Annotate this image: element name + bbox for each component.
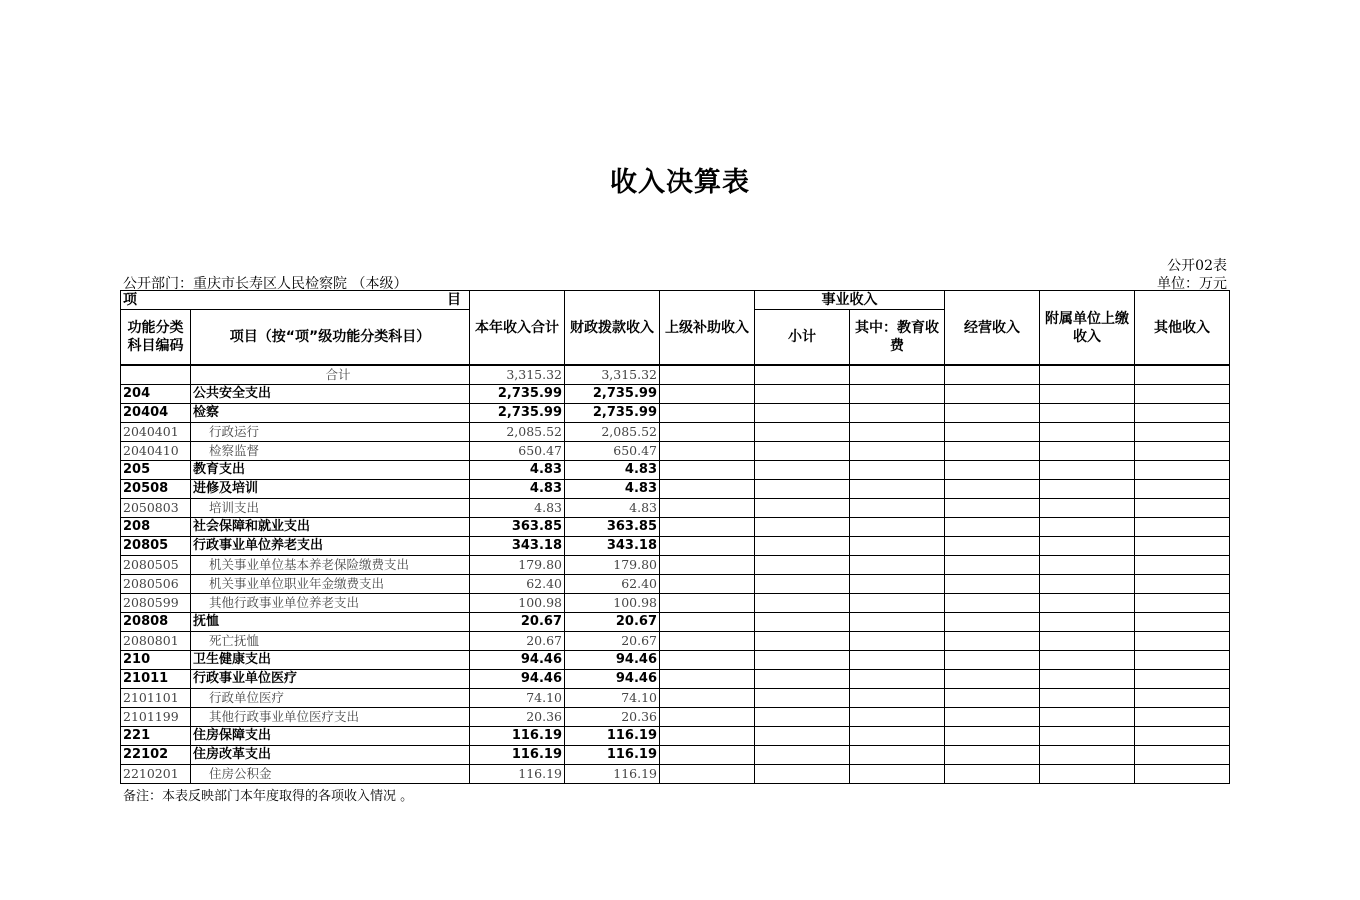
table-row [121, 537, 1230, 556]
row-code: 2040410 [121, 442, 191, 461]
row-code: 2101199 [121, 708, 191, 727]
empty-cell [1040, 499, 1135, 518]
empty-cell [1040, 689, 1135, 708]
row-fiscal: 2,735.99 [565, 385, 660, 404]
table-row [121, 632, 1230, 651]
table-row [121, 727, 1230, 746]
empty-cell [660, 365, 755, 385]
empty-cell [755, 556, 850, 575]
empty-cell [660, 404, 755, 423]
empty-cell [945, 746, 1040, 765]
empty-cell [945, 480, 1040, 499]
row-name: 抚恤 [191, 613, 470, 632]
total-row [121, 365, 1230, 385]
header-superior: 上级补助收入 [660, 291, 755, 366]
empty-cell [660, 480, 755, 499]
empty-cell [660, 442, 755, 461]
empty-cell [1135, 499, 1230, 518]
row-fiscal: 116.19 [565, 746, 660, 765]
empty-cell [945, 404, 1040, 423]
row-fiscal: 116.19 [565, 727, 660, 746]
table-row [121, 689, 1230, 708]
empty-cell [1135, 632, 1230, 651]
row-name: 机关事业单位基本养老保险缴费支出 [191, 556, 470, 575]
header-other: 其他收入 [1135, 291, 1230, 366]
empty-cell [850, 518, 945, 537]
empty-cell [945, 670, 1040, 689]
empty-cell [755, 746, 850, 765]
table-row [121, 499, 1230, 518]
row-code: 21011 [121, 670, 191, 689]
row-name: 培训支出 [191, 499, 470, 518]
empty-cell [850, 689, 945, 708]
row-fiscal: 20.36 [565, 708, 660, 727]
empty-cell [755, 613, 850, 632]
row-total: 94.46 [470, 670, 565, 689]
row-fiscal: 20.67 [565, 632, 660, 651]
row-code: 2040401 [121, 423, 191, 442]
empty-cell [850, 613, 945, 632]
row-name: 住房保障支出 [191, 727, 470, 746]
empty-cell [1040, 632, 1135, 651]
table-row [121, 480, 1230, 499]
unit-label: 单位：万元 [1157, 276, 1227, 292]
row-code: 20404 [121, 404, 191, 423]
row-fiscal: 4.83 [565, 480, 660, 499]
empty-cell [660, 765, 755, 784]
empty-cell [660, 556, 755, 575]
empty-cell [850, 632, 945, 651]
empty-cell [945, 632, 1040, 651]
empty-cell [1135, 670, 1230, 689]
empty-cell [660, 518, 755, 537]
empty-cell [755, 518, 850, 537]
empty-cell [755, 651, 850, 670]
empty-cell [660, 461, 755, 480]
row-name: 卫生健康支出 [191, 651, 470, 670]
row-fiscal: 74.10 [565, 689, 660, 708]
empty-cell [1135, 480, 1230, 499]
row-code: 204 [121, 385, 191, 404]
empty-cell [850, 404, 945, 423]
row-code: 22102 [121, 746, 191, 765]
row-name: 机关事业单位职业年金缴费支出 [191, 575, 470, 594]
row-name: 检察监督 [191, 442, 470, 461]
empty-cell [755, 480, 850, 499]
row-name: 其他行政事业单位医疗支出 [191, 708, 470, 727]
empty-cell [660, 746, 755, 765]
table-row [121, 651, 1230, 670]
empty-cell [1135, 365, 1230, 385]
empty-cell [945, 575, 1040, 594]
table-row [121, 556, 1230, 575]
table-row [121, 423, 1230, 442]
row-code: 20508 [121, 480, 191, 499]
table-row [121, 613, 1230, 632]
empty-cell [755, 404, 850, 423]
header-total: 本年收入合计 [470, 291, 565, 366]
item-header-left: 项 [123, 292, 137, 308]
empty-cell [755, 461, 850, 480]
empty-cell [755, 594, 850, 613]
row-fiscal: 2,735.99 [565, 404, 660, 423]
row-total: 116.19 [470, 727, 565, 746]
empty-cell [850, 480, 945, 499]
empty-cell [945, 556, 1040, 575]
row-name: 行政事业单位医疗 [191, 670, 470, 689]
row-code: 2080505 [121, 556, 191, 575]
header-code: 功能分类科目编码 [121, 310, 191, 366]
empty-cell [1040, 556, 1135, 575]
table-row [121, 708, 1230, 727]
empty-cell [850, 727, 945, 746]
empty-cell [660, 632, 755, 651]
empty-cell [850, 556, 945, 575]
empty-cell [1040, 518, 1135, 537]
row-fiscal: 94.46 [565, 651, 660, 670]
row-code: 2080599 [121, 594, 191, 613]
empty-cell [1040, 708, 1135, 727]
header-business: 事业收入 [755, 291, 945, 310]
row-fiscal: 94.46 [565, 670, 660, 689]
row-total: 20.36 [470, 708, 565, 727]
empty-cell [1135, 689, 1230, 708]
empty-cell [1135, 518, 1230, 537]
row-code: 221 [121, 727, 191, 746]
empty-cell [755, 727, 850, 746]
empty-cell [1135, 746, 1230, 765]
row-total: 116.19 [470, 746, 565, 765]
item-header [121, 291, 470, 310]
row-total: 20.67 [470, 613, 565, 632]
row-total: 116.19 [470, 765, 565, 784]
empty-cell [1135, 461, 1230, 480]
row-fiscal: 343.18 [565, 537, 660, 556]
total-amount: 3,315.32 [470, 365, 565, 385]
row-code: 2080506 [121, 575, 191, 594]
empty-cell [1040, 727, 1135, 746]
empty-cell [755, 442, 850, 461]
empty-cell [755, 575, 850, 594]
row-total: 363.85 [470, 518, 565, 537]
row-fiscal: 650.47 [565, 442, 660, 461]
row-name: 进修及培训 [191, 480, 470, 499]
table-row [121, 765, 1230, 784]
empty-cell [850, 385, 945, 404]
empty-cell [850, 670, 945, 689]
row-total: 100.98 [470, 594, 565, 613]
empty-cell [755, 423, 850, 442]
empty-cell [1135, 385, 1230, 404]
row-name: 社会保障和就业支出 [191, 518, 470, 537]
row-name: 行政事业单位养老支出 [191, 537, 470, 556]
row-fiscal: 62.40 [565, 575, 660, 594]
form-number: 公开02表 [1167, 258, 1227, 274]
row-fiscal: 179.80 [565, 556, 660, 575]
empty-cell [1040, 613, 1135, 632]
empty-cell [945, 537, 1040, 556]
empty-cell [660, 537, 755, 556]
empty-cell [660, 670, 755, 689]
empty-cell [660, 594, 755, 613]
row-total: 62.40 [470, 575, 565, 594]
row-total: 343.18 [470, 537, 565, 556]
empty-cell [945, 727, 1040, 746]
empty-cell [660, 575, 755, 594]
empty-cell [850, 423, 945, 442]
empty-cell [945, 689, 1040, 708]
row-name: 其他行政事业单位养老支出 [191, 594, 470, 613]
header-operating: 经营收入 [945, 291, 1040, 366]
row-total: 4.83 [470, 499, 565, 518]
empty-cell [945, 518, 1040, 537]
empty-cell [660, 689, 755, 708]
header-business-sub: 小计 [755, 310, 850, 366]
empty-cell [1135, 651, 1230, 670]
empty-cell [1135, 708, 1230, 727]
row-total: 2,735.99 [470, 385, 565, 404]
row-code: 205 [121, 461, 191, 480]
empty-cell [660, 423, 755, 442]
empty-cell [1040, 365, 1135, 385]
empty-cell [755, 670, 850, 689]
row-code: 20805 [121, 537, 191, 556]
empty-cell [755, 689, 850, 708]
empty-cell [945, 651, 1040, 670]
empty-cell [1135, 556, 1230, 575]
item-header-right: 目 [447, 292, 461, 308]
empty-cell [660, 385, 755, 404]
empty-cell [1040, 575, 1135, 594]
empty-cell [850, 461, 945, 480]
row-code: 20808 [121, 613, 191, 632]
row-fiscal: 100.98 [565, 594, 660, 613]
empty-cell [1040, 442, 1135, 461]
empty-cell [945, 461, 1040, 480]
table-row [121, 385, 1230, 404]
empty-cell [945, 499, 1040, 518]
row-name: 检察 [191, 404, 470, 423]
empty-cell [945, 765, 1040, 784]
empty-cell [850, 499, 945, 518]
row-total: 94.46 [470, 651, 565, 670]
empty-cell [755, 499, 850, 518]
table-row [121, 594, 1230, 613]
empty-cell [755, 708, 850, 727]
row-name: 公共安全支出 [191, 385, 470, 404]
row-name: 行政单位医疗 [191, 689, 470, 708]
total-code [121, 365, 191, 385]
empty-cell [1040, 594, 1135, 613]
empty-cell [1135, 765, 1230, 784]
table-row [121, 404, 1230, 423]
empty-cell [755, 632, 850, 651]
empty-cell [755, 385, 850, 404]
empty-cell [1040, 746, 1135, 765]
table-row [121, 575, 1230, 594]
row-fiscal: 116.19 [565, 765, 660, 784]
page-title: 收入决算表 [610, 167, 750, 198]
table-row [121, 442, 1230, 461]
header-affiliated: 附属单位上缴收入 [1040, 291, 1135, 366]
row-total: 2,735.99 [470, 404, 565, 423]
empty-cell [755, 365, 850, 385]
empty-cell [1040, 385, 1135, 404]
empty-cell [945, 708, 1040, 727]
empty-cell [1040, 670, 1135, 689]
row-code: 2050803 [121, 499, 191, 518]
total-fiscal: 3,315.32 [565, 365, 660, 385]
empty-cell [945, 423, 1040, 442]
empty-cell [660, 613, 755, 632]
row-code: 2080801 [121, 632, 191, 651]
empty-cell [945, 594, 1040, 613]
empty-cell [850, 651, 945, 670]
row-fiscal: 20.67 [565, 613, 660, 632]
row-code: 2210201 [121, 765, 191, 784]
empty-cell [850, 575, 945, 594]
empty-cell [1040, 461, 1135, 480]
empty-cell [660, 651, 755, 670]
empty-cell [945, 385, 1040, 404]
header-fiscal: 财政拨款收入 [565, 291, 660, 366]
empty-cell [1135, 594, 1230, 613]
empty-cell [1135, 537, 1230, 556]
empty-cell [660, 499, 755, 518]
empty-cell [1135, 442, 1230, 461]
table-row [121, 670, 1230, 689]
empty-cell [850, 746, 945, 765]
row-fiscal: 4.83 [565, 499, 660, 518]
department-label: 公开部门：重庆市长寿区人民检察院 （本级） [123, 276, 408, 292]
row-total: 74.10 [470, 689, 565, 708]
empty-cell [1135, 404, 1230, 423]
row-name: 行政运行 [191, 423, 470, 442]
empty-cell [1135, 727, 1230, 746]
table-row [121, 746, 1230, 765]
row-fiscal: 2,085.52 [565, 423, 660, 442]
empty-cell [1040, 765, 1135, 784]
row-total: 2,085.52 [470, 423, 565, 442]
empty-cell [1040, 480, 1135, 499]
header-business-edu: 其中：教育收费 [850, 310, 945, 366]
empty-cell [755, 537, 850, 556]
total-name: 合计 [191, 365, 470, 385]
empty-cell [1040, 423, 1135, 442]
footnote: 备注：本表反映部门本年度取得的各项收入情况 。 [123, 789, 414, 804]
row-name: 住房改革支出 [191, 746, 470, 765]
row-code: 210 [121, 651, 191, 670]
empty-cell [945, 442, 1040, 461]
table-row [121, 518, 1230, 537]
empty-cell [850, 442, 945, 461]
row-total: 4.83 [470, 480, 565, 499]
row-name: 住房公积金 [191, 765, 470, 784]
row-total: 650.47 [470, 442, 565, 461]
empty-cell [1135, 575, 1230, 594]
empty-cell [1040, 651, 1135, 670]
row-total: 4.83 [470, 461, 565, 480]
empty-cell [755, 765, 850, 784]
row-code: 208 [121, 518, 191, 537]
empty-cell [1040, 404, 1135, 423]
empty-cell [1040, 537, 1135, 556]
row-name: 死亡抚恤 [191, 632, 470, 651]
header-name: 项目（按“项”级功能分类科目） [191, 310, 470, 366]
empty-cell [850, 708, 945, 727]
empty-cell [850, 765, 945, 784]
empty-cell [945, 613, 1040, 632]
row-name: 教育支出 [191, 461, 470, 480]
empty-cell [1135, 423, 1230, 442]
row-code: 2101101 [121, 689, 191, 708]
income-table [120, 290, 1230, 784]
row-total: 20.67 [470, 632, 565, 651]
row-fiscal: 4.83 [565, 461, 660, 480]
table-row [121, 461, 1230, 480]
empty-cell [660, 727, 755, 746]
empty-cell [850, 365, 945, 385]
empty-cell [660, 708, 755, 727]
empty-cell [850, 537, 945, 556]
row-total: 179.80 [470, 556, 565, 575]
header-row-1 [121, 291, 1230, 310]
empty-cell [945, 365, 1040, 385]
row-fiscal: 363.85 [565, 518, 660, 537]
empty-cell [850, 594, 945, 613]
empty-cell [1135, 613, 1230, 632]
